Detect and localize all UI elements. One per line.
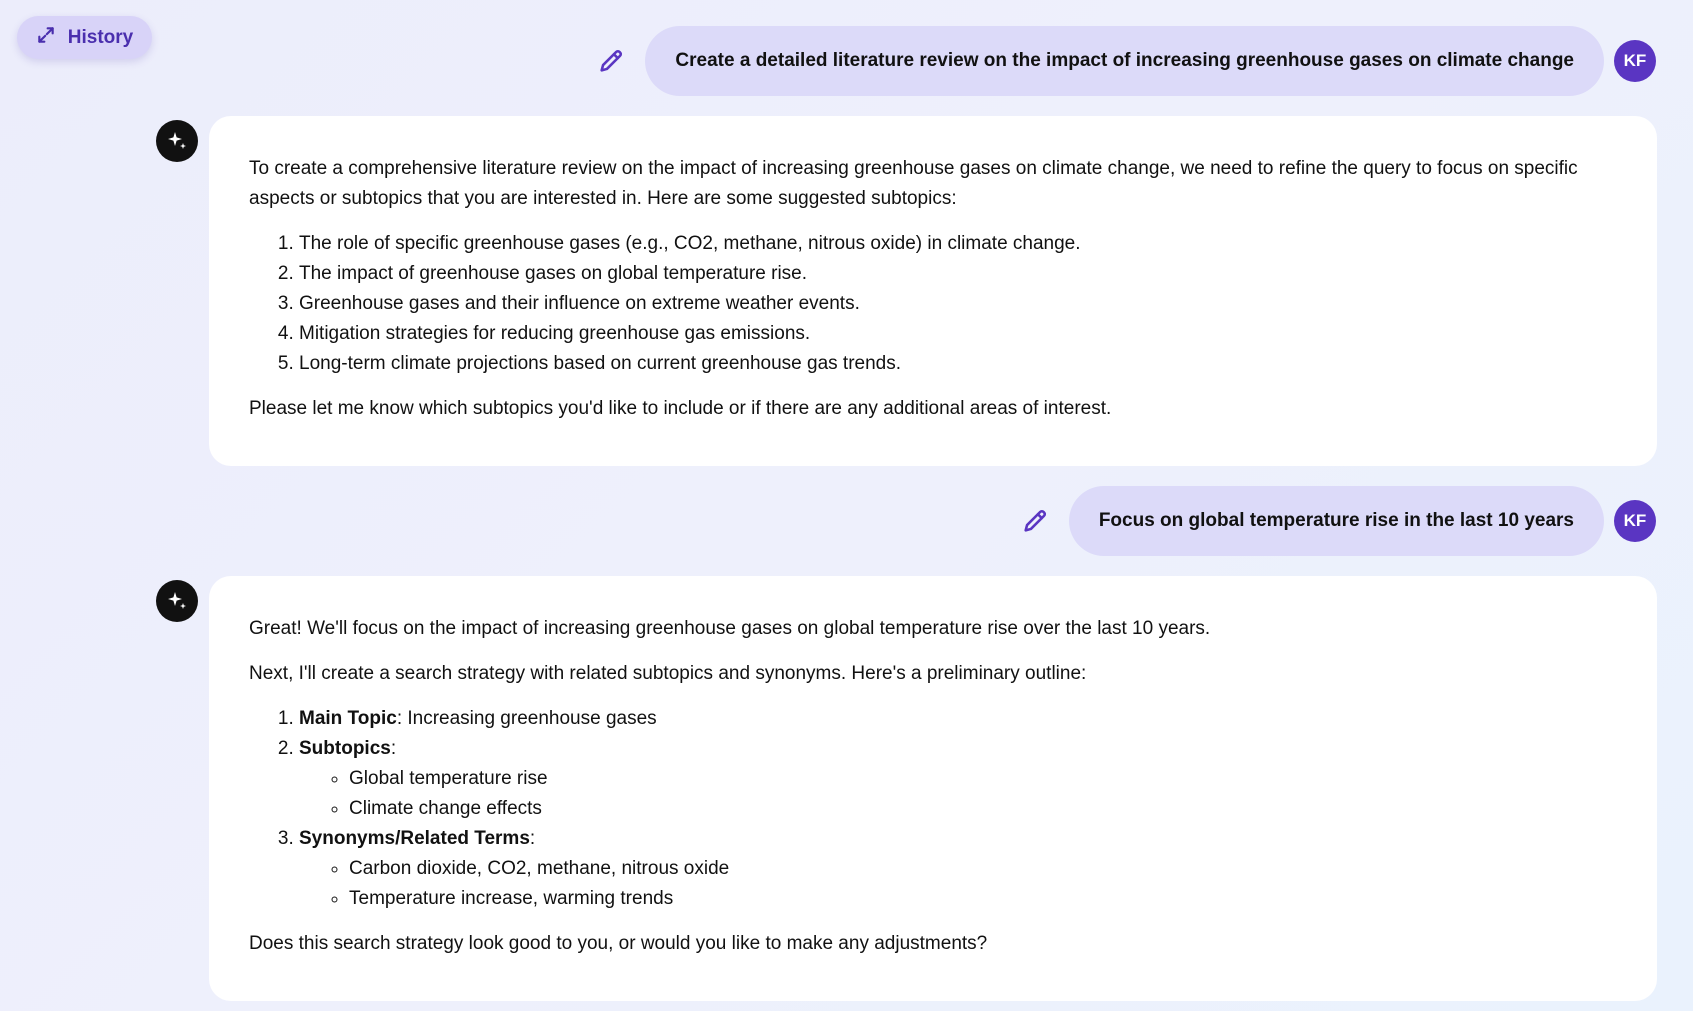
synonyms-suffix: : bbox=[529, 828, 536, 849]
history-label: History bbox=[67, 26, 134, 48]
user-message bbox=[597, 26, 1693, 96]
list-item: 5. Long-term climate projections based on current greenhouse gas trends. bbox=[299, 349, 1617, 379]
list-item bbox=[299, 704, 1617, 734]
expand-arrows-icon bbox=[36, 25, 56, 51]
main-topic-label: Main Topic bbox=[299, 708, 397, 729]
assistant-outro: Please let me know which subtopics you'd like to include or if there are any additional areas of interest. bbox=[249, 398, 1112, 419]
list-item: ◦ Global temperature rise bbox=[349, 764, 1617, 794]
avatar[interactable]: KF bbox=[1614, 40, 1656, 82]
user-message-bubble: Focus on global temperature rise in the last 10 years bbox=[1069, 486, 1604, 556]
assistant-intro: To create a comprehensive literature review on the impact of increasing greenhouse gases on climate change, we need to refine the query to focus on specific aspects or subtopics that you are interested in. Here are some suggested subtopics: bbox=[249, 158, 1578, 209]
pencil-icon[interactable] bbox=[1021, 507, 1049, 535]
list-item bbox=[299, 734, 1617, 824]
subtopics-suffix: : bbox=[390, 738, 397, 759]
synonyms-list bbox=[349, 854, 1617, 914]
list-item: ◦ Climate change effects bbox=[349, 794, 1617, 824]
subtopic-list bbox=[299, 229, 1617, 379]
synonyms-label: Synonyms/Related Terms bbox=[299, 828, 530, 849]
assistant-paragraph: Next, I'll create a search strategy with related subtopics and synonyms. Here's a preliminary outline: bbox=[249, 663, 1087, 684]
list-item: 4. Mitigation strategies for reducing greenhouse gas emissions. bbox=[299, 319, 1617, 349]
list-item: ◦ Carbon dioxide, CO2, methane, nitrous oxide bbox=[349, 854, 1617, 884]
avatar[interactable]: KF bbox=[1614, 500, 1656, 542]
subtopics-label: Subtopics bbox=[299, 738, 391, 759]
main-topic-value: : Increasing greenhouse gases bbox=[396, 708, 657, 729]
user-message bbox=[1021, 486, 1693, 556]
assistant-message bbox=[209, 576, 1657, 1001]
outline-list bbox=[299, 704, 1617, 914]
assistant-sparkles-icon bbox=[156, 120, 198, 162]
history-button[interactable] bbox=[17, 16, 152, 59]
user-message-bubble: Create a detailed literature review on the impact of increasing greenhouse gases on climate change bbox=[645, 26, 1604, 96]
list-item bbox=[299, 824, 1617, 914]
assistant-message bbox=[209, 116, 1657, 466]
list-item: ◦ Temperature increase, warming trends bbox=[349, 884, 1617, 914]
list-item: 1. The role of specific greenhouse gases (e.g., CO2, methane, nitrous oxide) in climate change. bbox=[299, 229, 1617, 259]
assistant-sparkles-icon bbox=[156, 580, 198, 622]
list-item: 3. Greenhouse gases and their influence on extreme weather events. bbox=[299, 289, 1617, 319]
assistant-outro: Does this search strategy look good to you, or would you like to make any adjustments? bbox=[249, 933, 988, 954]
list-item: 2. The impact of greenhouse gases on global temperature rise. bbox=[299, 259, 1617, 289]
pencil-icon[interactable] bbox=[597, 47, 625, 75]
subtopics-list bbox=[349, 764, 1617, 824]
assistant-paragraph: Great! We'll focus on the impact of increasing greenhouse gases on global temperature rise over the last 10 years. bbox=[249, 618, 1211, 639]
